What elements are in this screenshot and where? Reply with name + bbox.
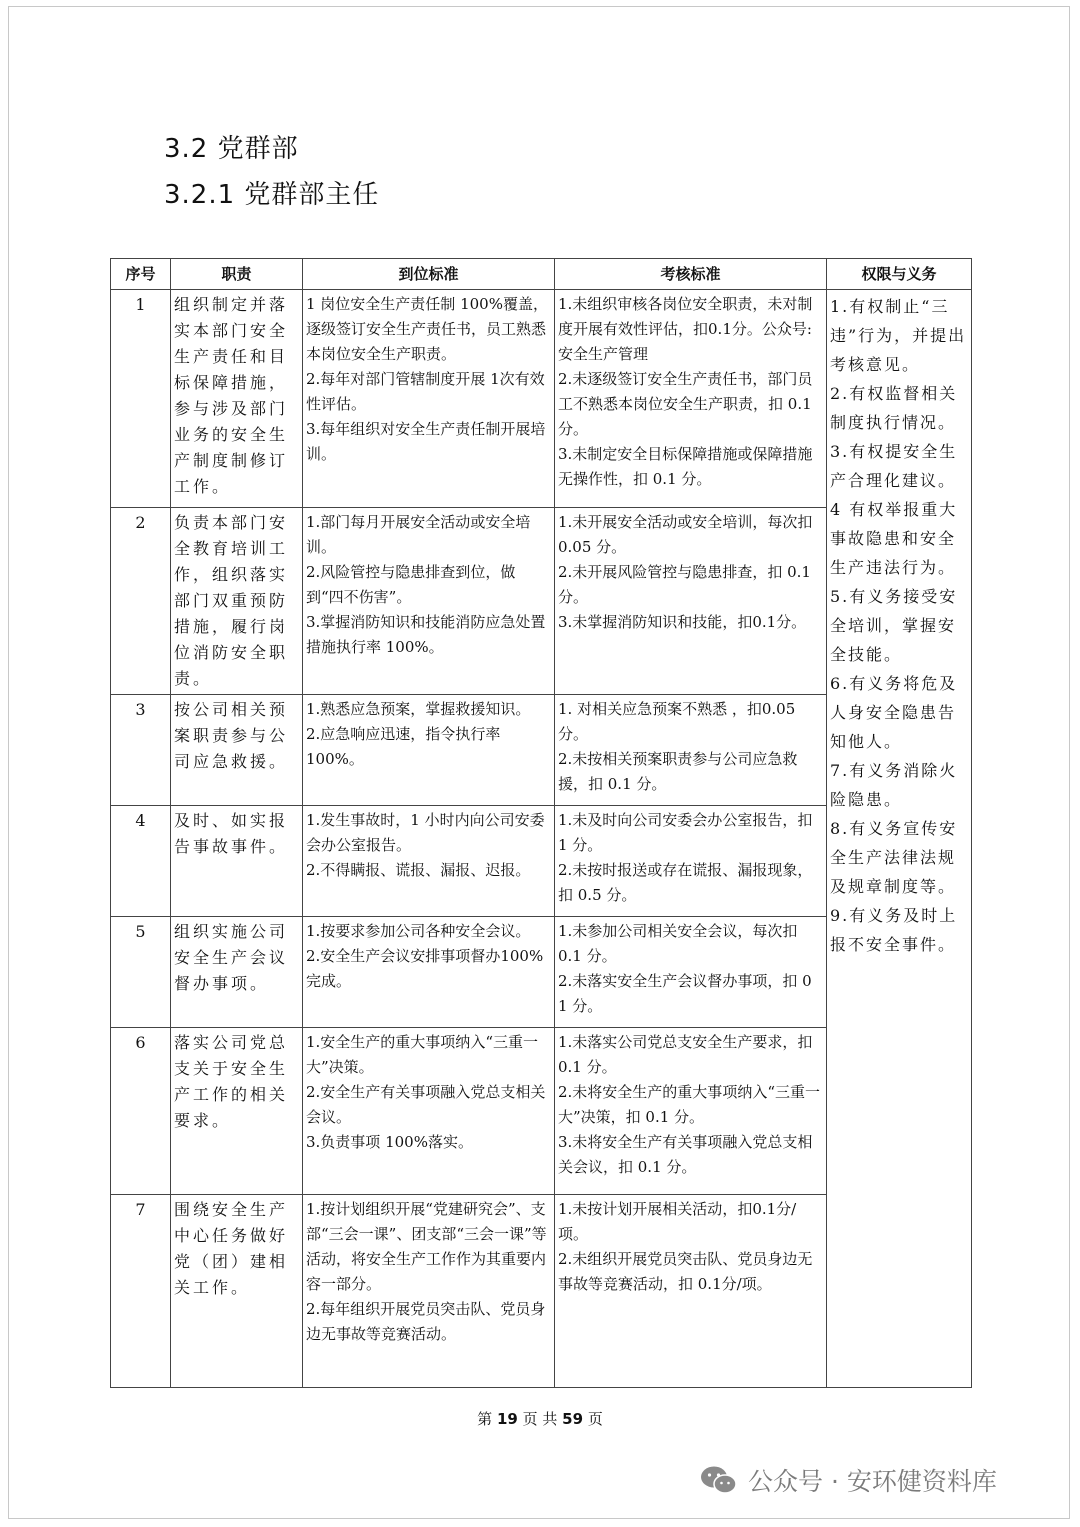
footer-total-pages: 59 — [562, 1410, 584, 1428]
rights-item: 5.有义务接受安全培训，掌握安全技能。 — [830, 587, 958, 664]
duty-text: 组织制定并落实本部门安全生产责任和目标保障措施，参与涉及部门业务的安全生产制度制修订工作。 — [171, 290, 303, 508]
rights-item: 4 有权举报重大事故隐患和安全生产违法行为。 — [830, 500, 958, 577]
standard-item: 3.负责事项 100%落实。 — [306, 1133, 473, 1151]
rights-item: 1.有权制止“三违”行为，并提出考核意见。 — [830, 297, 967, 374]
assessment-cell — [555, 1028, 827, 1195]
assessment-cell — [555, 290, 827, 508]
standard-item: 2.风险管控与隐患排查到位，做到“四不伤害”。 — [306, 563, 516, 606]
standard-cell — [303, 917, 555, 1028]
row-number: 6 — [111, 1028, 171, 1195]
footer-prefix: 第 — [477, 1410, 493, 1428]
assessment-item: 2.未开展风险管控与隐患排查，扣 0.1 分。 — [558, 563, 811, 606]
assessment-item: 3.未制定安全目标保障措施或保障措施无操作性，扣 0.1 分。 — [558, 445, 813, 488]
row-number: 1 — [111, 290, 171, 508]
row-number: 7 — [111, 1195, 171, 1388]
assessment-item: 2.未按时报送或存在谎报、漏报现象，扣 0.5 分。 — [558, 861, 813, 904]
footer-middle: 页 共 — [522, 1410, 558, 1428]
assessment-item: 1.未开展安全活动或安全培训，每次扣 0.05 分。 — [558, 513, 813, 556]
table-row — [111, 290, 972, 508]
rights-item: 6.有义务将危及人身安全隐患告知他人。 — [830, 674, 958, 751]
duty-text: 落实公司党总支关于安全生产工作的相关要求。 — [171, 1028, 303, 1195]
assessment-cell — [555, 695, 827, 806]
watermark — [700, 1462, 997, 1498]
standard-cell — [303, 806, 555, 917]
header-duty: 职责 — [171, 259, 303, 290]
assessment-cell — [555, 806, 827, 917]
duty-text: 围绕安全生产中心任务做好党（团）建相关工作。 — [171, 1195, 303, 1388]
rights-item: 9.有义务及时上报不安全事件。 — [830, 906, 958, 954]
standard-cell — [303, 290, 555, 508]
row-number: 5 — [111, 917, 171, 1028]
standard-item: 2.每年对部门管辖制度开展 1次有效性评估。 — [306, 370, 545, 413]
assessment-item: 2.未落实安全生产会议督办事项，扣 0 1 分。 — [558, 972, 812, 1015]
standard-item: 2.应急响应迅速，指令执行率100%。 — [306, 725, 501, 768]
section-title: 3.2 党群部 — [164, 134, 299, 164]
rights-item: 3.有权提安全生产合理化建议。 — [830, 442, 958, 490]
assessment-item: 1.未落实公司党总支安全生产要求，扣 0.1 分。 — [558, 1033, 813, 1076]
assessment-item: 1. 对相关应急预案不熟悉 ，扣0.05 分。 — [558, 700, 796, 743]
row-number: 4 — [111, 806, 171, 917]
standard-item: 1.按计划组织开展“党建研究会”、支部“三会一课”、团支部“三会一课”等活动，将安全生产工作作为其重要内容一部分。 — [306, 1200, 547, 1293]
page-footer — [0, 1408, 1080, 1429]
assessment-item: 1.未参加公司相关安全会议，每次扣 0.1 分。 — [558, 922, 798, 965]
assessment-item: 1.未按计划开展相关活动，扣0.1分/项。 — [558, 1200, 797, 1243]
standard-item: 1.熟悉应急预案，掌握救援知识。 — [306, 700, 531, 718]
header-rights: 权限与义务 — [827, 259, 972, 290]
standard-item: 2.安全生产有关事项融入党总支相关会议。 — [306, 1083, 546, 1126]
standard-item: 3.每年组织对安全生产责任制开展培训。 — [306, 420, 546, 463]
duty-text: 负责本部门安全教育培训工作，组织落实部门双重预防措施，履行岗位消防安全职责。 — [171, 508, 303, 695]
standard-cell — [303, 508, 555, 695]
standard-cell — [303, 695, 555, 806]
header-standard: 到位标准 — [303, 259, 555, 290]
rights-item: 2.有权监督相关制度执行情况。 — [830, 384, 958, 432]
rights-cell — [827, 290, 972, 1388]
standard-cell — [303, 1028, 555, 1195]
standard-item: 3.掌握消防知识和技能消防应急处置措施执行率 100%。 — [306, 613, 546, 656]
assessment-item: 2.未按相关预案职责参与公司应急救援，扣 0.1 分。 — [558, 750, 798, 793]
standard-item: 2.每年组织开展党员突击队、党员身边无事故等竞赛活动。 — [306, 1300, 546, 1343]
assessment-item: 2.未组织开展党员突击队、党员身边无事故等竞赛活动，扣 0.1分/项。 — [558, 1250, 813, 1293]
assessment-item: 1.未及时向公司安委会办公室报告，扣 1 分。 — [558, 811, 813, 854]
assessment-item: 1.未组织审核各岗位安全职责，未对制度开展有效性评估，扣0.1分。公众号:安全生产管理 — [558, 295, 813, 363]
assessment-cell — [555, 508, 827, 695]
duty-text: 及时、如实报告事故事件。 — [171, 806, 303, 917]
duty-table — [110, 258, 972, 1388]
row-number: 2 — [111, 508, 171, 695]
subsection-title: 3.2.1 党群部主任 — [164, 180, 380, 210]
standard-cell — [303, 1195, 555, 1388]
assessment-item: 2.未将安全生产的重大事项纳入“三重一大”决策，扣 0.1 分。 — [558, 1083, 820, 1126]
assessment-item: 2.未逐级签订安全生产责任书，部门员工不熟悉本岗位安全生产职责，扣 0.1 分。 — [558, 370, 813, 438]
assessment-cell — [555, 1195, 827, 1388]
wechat-icon — [700, 1465, 738, 1495]
footer-page-number: 19 — [496, 1410, 518, 1428]
standard-item: 1.发生事故时，1 小时内向公司安委会办公室报告。 — [306, 811, 545, 854]
standard-item: 1.部门每月开展安全活动或安全培训。 — [306, 513, 531, 556]
rights-item: 8.有义务宣传安全生产法律法规及规章制度等。 — [830, 819, 958, 896]
table-header-row — [111, 259, 972, 290]
header-assessment: 考核标准 — [555, 259, 827, 290]
standard-item: 1 岗位安全生产责任制 100%覆盖，逐级签订安全生产责任书，员工熟悉本岗位安全生产职责。 — [306, 295, 548, 363]
assessment-item: 3.未掌握消防知识和技能，扣0.1分。 — [558, 613, 807, 631]
rights-item: 7.有义务消除火险隐患。 — [830, 761, 958, 809]
duty-text: 按公司相关预案职责参与公司应急救援。 — [171, 695, 303, 806]
duty-text: 组织实施公司安全生产会议督办事项。 — [171, 917, 303, 1028]
footer-suffix: 页 — [587, 1410, 603, 1428]
header-no: 序号 — [111, 259, 171, 290]
standard-item: 2.不得瞒报、谎报、漏报、迟报。 — [306, 861, 531, 879]
standard-item: 1.安全生产的重大事项纳入“三重一大”决策。 — [306, 1033, 538, 1076]
assessment-item: 3.未将安全生产有关事项融入党总支相关会议，扣 0.1 分。 — [558, 1133, 813, 1176]
assessment-cell — [555, 917, 827, 1028]
watermark-text: 公众号 · 安环健资料库 — [748, 1467, 997, 1496]
row-number: 3 — [111, 695, 171, 806]
standard-item: 2.安全生产会议安排事项督办100%完成。 — [306, 947, 544, 990]
standard-item: 1.按要求参加公司各种安全会议。 — [306, 922, 531, 940]
